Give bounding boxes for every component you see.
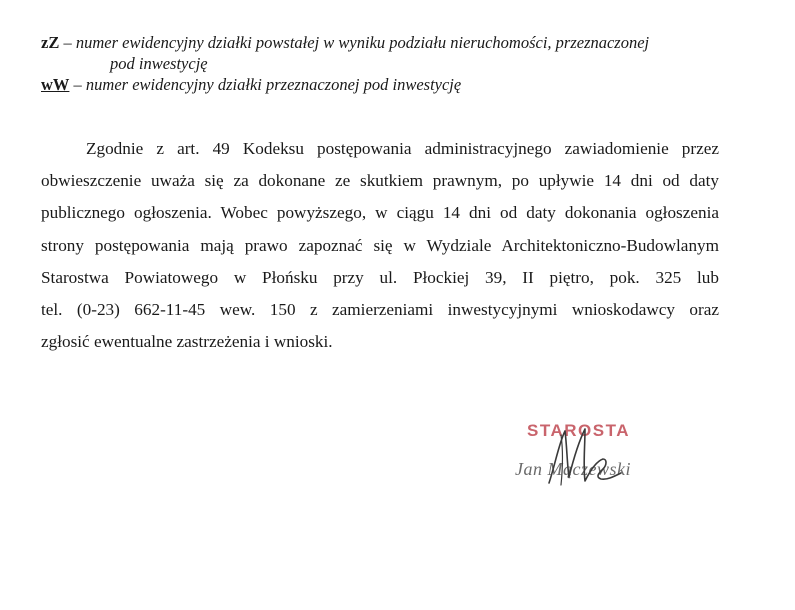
legend-description: numer ewidencyjny działki powstałej w wyniku podziału nieruchomości, przeznaczonej — [75, 33, 650, 52]
stamp-name: Jan Mączewski — [515, 459, 631, 479]
paragraph-line: publicznego ogłoszenia. Wobec powyższego, w ciągu 14 dni od daty dokonania ogłoszenia — [41, 203, 719, 223]
legend-code: zZ — [41, 33, 60, 52]
paragraph-line: tel. (0-23) 662-11-45 wew. 150 z zamierzeniami inwestycyjnymi wnioskodawcy oraz — [41, 300, 719, 320]
handwritten-signature — [545, 425, 625, 495]
legend-description: numer ewidencyjny działki przeznaczonej pod inwestycję — [85, 75, 462, 94]
legend-code: wW — [41, 75, 70, 94]
legend-separator: – — [59, 33, 76, 52]
legend — [41, 32, 751, 95]
paragraph-line: strony postępowania mają prawo zapoznać się w Wydziale Architektoniczno-Budowlanym — [41, 235, 719, 255]
paragraph-line: obwieszczenie uważa się za dokonane ze skutkiem prawnym, po upływie 14 dni od daty — [41, 171, 719, 191]
legend-continuation: pod inwestycję — [110, 54, 208, 73]
paragraph-line: Starostwa Powiatowego w Płońsku przy ul. Płockiej 39, II piętro, pok. 325 lub — [41, 267, 719, 287]
stamp-title: STAROSTA — [527, 421, 630, 440]
legend-entry-ww — [41, 74, 751, 95]
legend-separator: – — [69, 75, 86, 94]
paragraph-line: Zgodnie z art. 49 Kodeksu postępowania administracyjnego zawiadomienie przez — [86, 139, 719, 158]
legend-entry-zz — [41, 32, 751, 53]
notice-paragraph — [41, 133, 719, 358]
paragraph-line: zgłosić ewentualne zastrzeżenia i wnioski. — [41, 332, 333, 352]
